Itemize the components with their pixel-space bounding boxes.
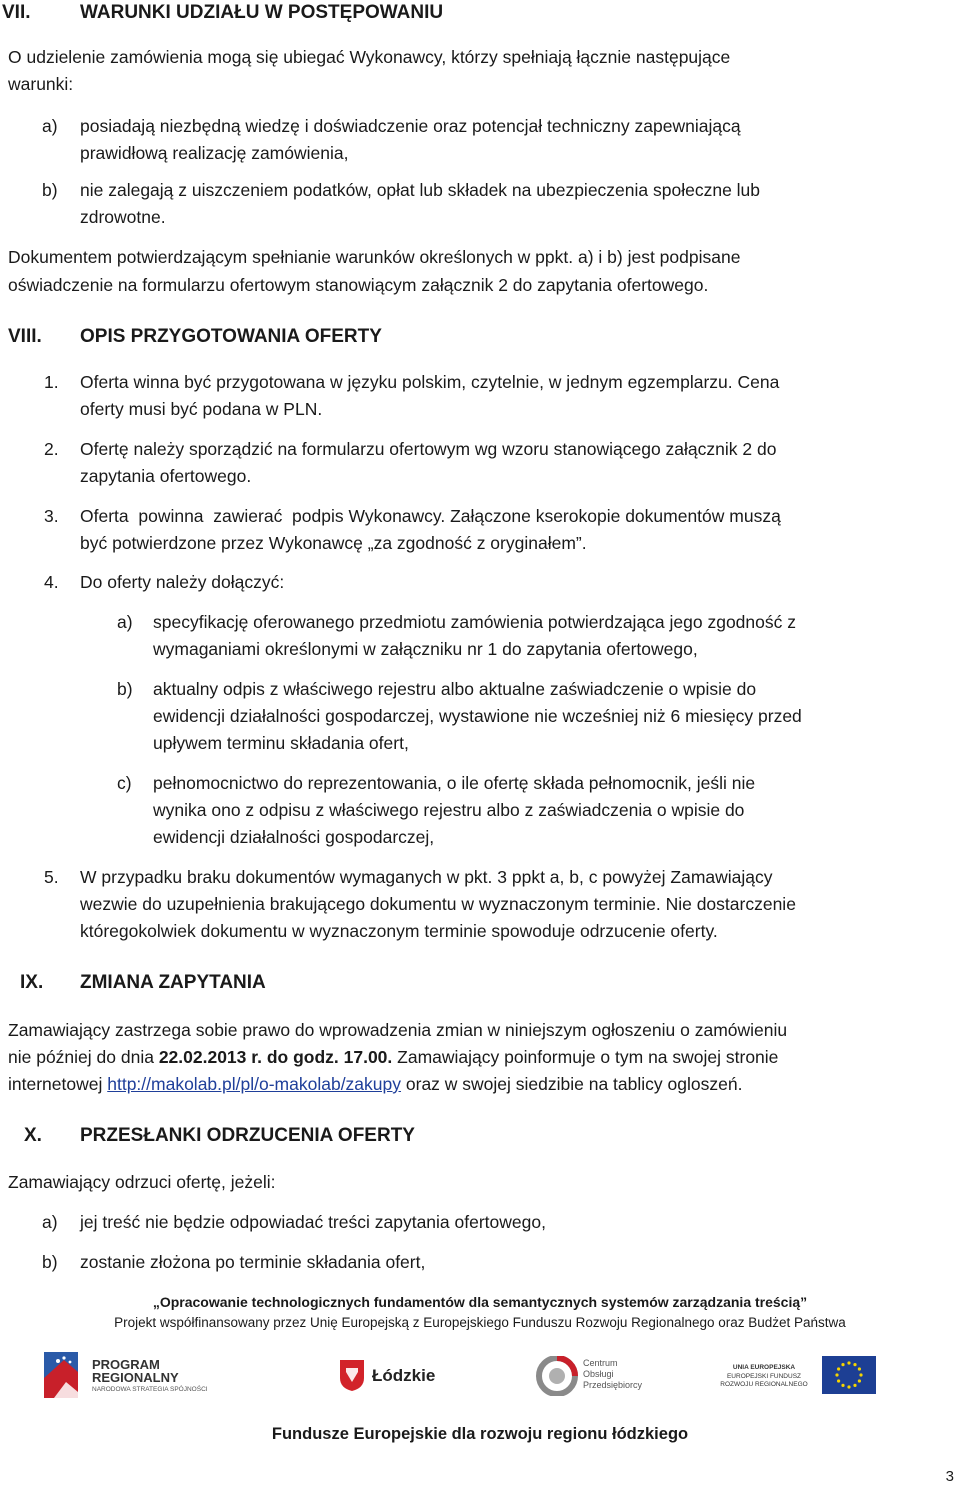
paragraph-line: Zamawiający odrzuci ofertę, jeżeli: xyxy=(8,1172,276,1192)
section-number: IX. xyxy=(20,972,44,993)
list-label: b) xyxy=(42,180,58,200)
paragraph-line: oświadczenie na formularzu ofertowym stanowiącym załącznik 2 do zapytania ofertowego. xyxy=(8,275,709,295)
obslugi-text: Obsługi xyxy=(583,1369,614,1379)
list-item-line: Oferta winna być przygotowana w języku polskim, czytelnie, w jednym egzemplarzu. Cena xyxy=(80,372,780,392)
list-number: 3. xyxy=(44,506,59,526)
efrr-text: EUROPEJSKI FUNDUSZ xyxy=(726,1373,802,1380)
footer-subtitle: Projekt współfinansowany przez Unię Europejską z Europejskiego Funduszu Rozwoju Regionalnego oraz Budżet Państwa xyxy=(114,1315,846,1330)
program-regionalny-logo xyxy=(44,1352,208,1398)
text-span: Zamawiający poinformuje o tym na swojej stronie xyxy=(392,1047,779,1067)
list-item-line: zostanie złożona po terminie składania ofert, xyxy=(80,1252,426,1272)
list-item-line: Oferta powinna zawierać podpis Wykonawcy. Załączone kserokopie dokumentów muszą xyxy=(80,506,781,526)
eu-flag-icon xyxy=(822,1356,876,1394)
list-item-line: upływem terminu składania ofert, xyxy=(153,733,409,753)
program-tagline: NARODOWA STRATEGIA SPÓJNOŚCI xyxy=(92,1386,208,1393)
list-item-line: aktualny odpis z właściwego rejestru albo aktualne zaświadczenie o wpisie do xyxy=(153,679,757,699)
eu-logo xyxy=(708,1354,876,1396)
list-item-line: oferty musi być podana w PLN. xyxy=(80,399,323,419)
section-title: ZMIANA ZAPYTANIA xyxy=(80,972,266,993)
program-regionalny-emblem-icon xyxy=(44,1352,84,1398)
list-item-line: ewidencji działalności gospodarczej, wystawione nie wcześniej niż 6 miesięcy przed xyxy=(153,706,802,726)
section-number: VII. xyxy=(2,2,31,23)
list-label: b) xyxy=(42,1252,58,1272)
paragraph-line xyxy=(8,1070,742,1098)
section-title: OPIS PRZYGOTOWANIA OFERTY xyxy=(80,326,382,347)
list-label: a) xyxy=(42,1212,58,1232)
list-item-line: Ofertę należy sporządzić na formularzu ofertowym wg wzoru stanowiącego załącznik 2 do xyxy=(80,439,777,459)
list-number: 2. xyxy=(44,439,59,459)
lodzkie-logo xyxy=(338,1358,456,1394)
list-item-line: specyfikację oferowanego przedmiotu zamówienia potwierdzająca jego zgodność z xyxy=(153,612,796,632)
list-number: 5. xyxy=(44,867,59,887)
section-number: X. xyxy=(24,1125,42,1146)
list-number: 1. xyxy=(44,372,59,392)
footer-funds: Fundusze Europejskie dla rozwoju regionu łódzkiego xyxy=(271,1425,689,1443)
list-item-line: jej treść nie będzie odpowiadać treści zapytania ofertowego, xyxy=(80,1212,546,1232)
list-label: c) xyxy=(117,773,132,793)
section-number: VIII. xyxy=(8,326,42,347)
centrum-text: Centrum xyxy=(583,1358,618,1368)
centrum-obslugi-logo xyxy=(535,1356,645,1396)
text-span: nie później do dnia xyxy=(8,1047,159,1067)
deadline-date: 22.02.2013 r. do godz. 17.00. xyxy=(158,1047,393,1067)
section-title: PRZESŁANKI ODRZUCENIA OFERTY xyxy=(80,1125,415,1146)
paragraph-line: Zamawiający zastrzega sobie prawo do wprowadzenia zmian w niniejszym ogłoszeniu o zamówieniu xyxy=(8,1020,788,1040)
page-number: 3 xyxy=(945,1468,954,1485)
list-item-line: wymaganiami określonymi w załączniku nr 1 do zapytania ofertowego, xyxy=(153,639,698,659)
lodzkie-emblem-icon xyxy=(338,1358,366,1392)
regionalny-text: REGIONALNY xyxy=(92,1370,179,1385)
list-item-line: zdrowotne. xyxy=(80,207,166,227)
list-item-line: zapytania ofertowego. xyxy=(80,466,252,486)
paragraph-line: O udzielenie zamówienia mogą się ubiegać Wykonawcy, którzy spełniają łącznie następujące xyxy=(8,47,731,67)
paragraph-line xyxy=(8,1043,778,1071)
text-span: internetowej xyxy=(8,1074,108,1094)
procurement-link[interactable]: http://makolab.pl/pl/o-makolab/zakupy xyxy=(107,1074,402,1094)
list-number: 4. xyxy=(44,572,59,592)
list-item-line: posiadają niezbędną wiedzę i doświadczenie oraz potencjał techniczny zapewniającą xyxy=(80,116,741,136)
list-item-line: ewidencji działalności gospodarczej, xyxy=(153,827,435,847)
paragraph-line: Dokumentem potwierdzającym spełnianie warunków określonych w ppkt. a) i b) jest podpisane xyxy=(8,247,741,267)
efrr-text-2: ROZWOJU REGIONALNEGO xyxy=(720,1381,808,1388)
text-span: oraz w swojej siedzibie na tablicy ogloszeń. xyxy=(401,1074,743,1094)
przedsiebiorcy-text: Przedsiębiorcy xyxy=(583,1380,643,1390)
list-item-line: nie zalegają z uiszczeniem podatków, opłat lub składek na ubezpieczenia społeczne lub xyxy=(80,180,761,200)
centrum-emblem-icon xyxy=(535,1356,583,1396)
program-text: PROGRAM xyxy=(92,1357,160,1372)
lodzkie-text: Łódzkie xyxy=(372,1366,436,1385)
paragraph-line: warunki: xyxy=(8,74,74,94)
list-item-line: któregokolwiek dokumentu w wyznaczonym terminie spowoduje odrzucenie oferty. xyxy=(80,921,718,941)
section-title: WARUNKI UDZIAŁU W POSTĘPOWANIU xyxy=(80,2,444,23)
list-item-line: Do oferty należy dołączyć: xyxy=(80,572,285,592)
footer-project-title: „Opracowanie technologicznych fundamentów dla semantycznych systemów zarządzania treścią” xyxy=(152,1294,808,1310)
list-item-line: wynika ono z odpisu z właściwego rejestru albo z zaświadczenia o wpisie do xyxy=(153,800,745,820)
list-label: a) xyxy=(42,116,58,136)
list-item-line: W przypadku braku dokumentów wymaganych w pkt. 3 ppkt a, b, c powyżej Zamawiający xyxy=(80,867,773,887)
list-label: b) xyxy=(117,679,133,699)
list-item-line: być potwierdzone przez Wykonawcę „za zgodność z oryginałem”. xyxy=(80,533,587,553)
list-item-line: pełnomocnictwo do reprezentowania, o ile ofertę składa pełnomocnik, jeśli nie xyxy=(153,773,756,793)
eu-text: UNIA EUROPEJSKA xyxy=(732,1364,796,1371)
list-label: a) xyxy=(117,612,133,632)
list-item-line: prawidłową realizację zamówienia, xyxy=(80,143,349,163)
list-item-line: wezwie do uzupełnienia brakującego dokumentu w wyznaczonym terminie. Nie dostarczenie xyxy=(80,894,796,914)
